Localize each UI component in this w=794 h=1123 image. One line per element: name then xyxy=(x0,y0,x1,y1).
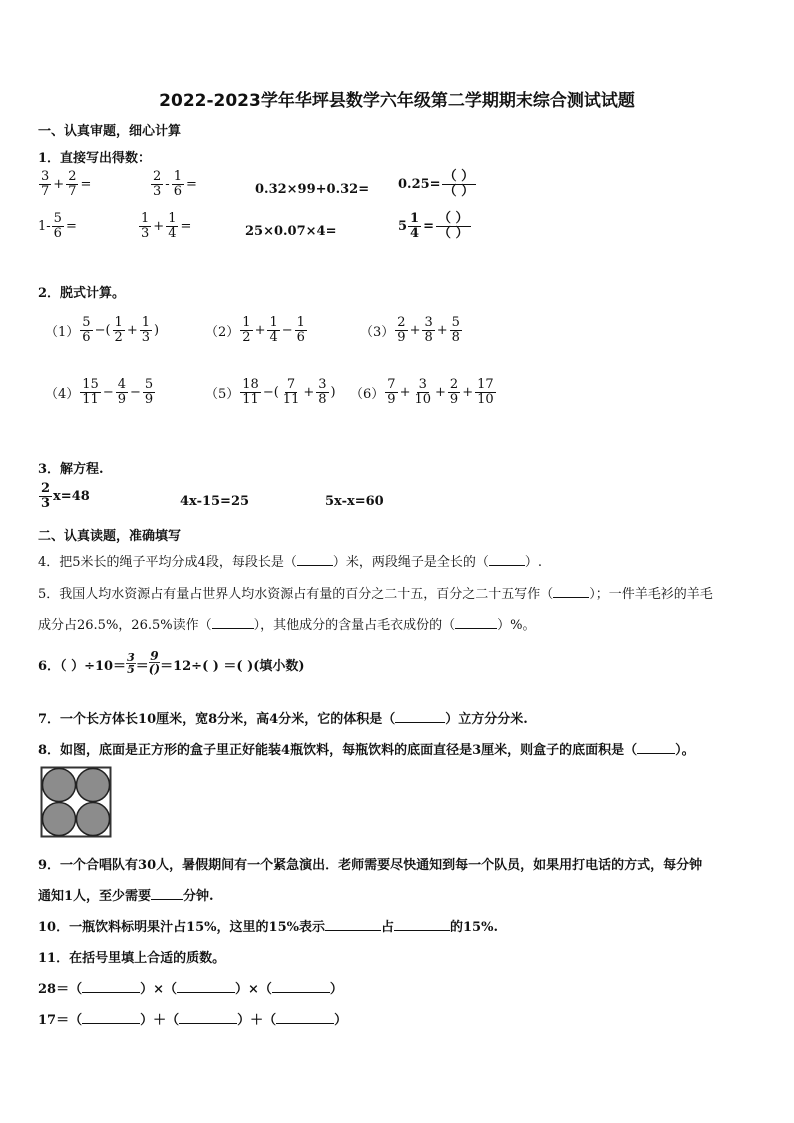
q8: 8．如图，底面是正方形的盒子里正好能装4瓶饮料，每瓶饮料的底面直径是3厘米，则盒子的底面积是（ ）。 xyxy=(38,743,695,758)
q4: 4．把5米长的绳子平均分成4段，每段长是（ ）米，两段绳子是全长的（ ）. xyxy=(38,555,542,570)
q1-r1-c: 0.32×99+0.32= xyxy=(255,182,370,197)
q8-four-bottles-figure xyxy=(40,766,112,838)
q10: 10．一瓶饮料标明果汁占15%，这里的15%表示 占 的15%. xyxy=(38,920,498,935)
q11-row2: 17＝（ ）＋（ ）＋（ ） xyxy=(38,1013,348,1028)
q6: 6．（ ）÷10＝ $\frac{3}{5}$ ＝ $\frac{9}{()}$ ＝12÷( ) ＝( )(填小数) xyxy=(38,649,305,676)
q1-r2-a: 1- $\frac{5}{6}$ = xyxy=(38,211,77,241)
q1-r2-c: 25×0.07×4= xyxy=(245,224,337,239)
q1-r2-d: 5 $\frac{1}{4}$ = $\frac{( )}{( )}$ xyxy=(398,211,469,241)
q1-r2-b: $\frac{1}{3}$ + $\frac{1}{4}$ = xyxy=(141,211,192,241)
q1-r1-a: $\frac{3}{7}$ + $\frac{2}{7}$ = xyxy=(41,169,92,199)
q2-p2: （2） $\frac{1}{2}$ + $\frac{1}{4}$ − $\frac{1}{6}$ xyxy=(205,315,305,345)
q9-line2: 通知1人，至少需要 分钟. xyxy=(38,889,214,904)
q9-line1: 9．一个合唱队有30人，暑假期间有一个紧急演出．老师需要尽快通知到每一个队员，如果用打电话的方式，每分钟 xyxy=(38,858,703,873)
q3-label: 3．解方程. xyxy=(38,462,104,477)
q7: 7．一个长方体长10厘米，宽8分米，高4分米，它的体积是（ ）立方分分米. xyxy=(38,712,528,727)
section-2-heading: 二、认真读题，准确填写 xyxy=(38,529,182,544)
q11-row1: 28＝（ ）×（ ）×（ ） xyxy=(38,982,343,997)
q3-eq1: $\frac{2}{3}$ x=48 xyxy=(41,481,90,511)
q3-eq2: 4x-15=25 xyxy=(180,494,250,509)
q1-label: 1．直接写出得数： xyxy=(38,151,152,166)
q2-p6: （6） $\frac{7}{9}$ + $\frac{3}{10}$ + $\frac{2}{9}$ + $\frac{17}{10}$ xyxy=(350,377,494,407)
q5-line1: 5．我国人均水资源占有量占世界人均水资源占有量的百分之二十五，百分之二十五写作（ ）；一件羊毛衫的羊毛 xyxy=(38,587,713,602)
q1-r1-b: $\frac{2}{3}$ - $\frac{1}{6}$ = xyxy=(153,169,197,199)
q2-p5: （5） $\frac{18}{11}$ −( $\frac{7}{11}$ + $\frac{3}{8}$ ) xyxy=(205,377,336,407)
q3-eq3: 5x-x=60 xyxy=(325,494,384,509)
q2-label: 2．脱式计算。 xyxy=(38,286,126,301)
page-title: 2022-2023学年华坪县数学六年级第二学期期末综合测试试题 xyxy=(159,91,635,111)
q2-p3: （3） $\frac{2}{9}$ + $\frac{3}{8}$ + $\frac{5}{8}$ xyxy=(360,315,460,345)
q11-label: 11．在括号里填上合适的质数。 xyxy=(38,951,226,966)
q2-p1: （1） $\frac{5}{6}$ −( $\frac{1}{2}$ + $\frac{1}{3}$ ) xyxy=(45,315,160,345)
q2-p4: （4） $\frac{15}{11}$ − $\frac{4}{9}$ − $\frac{5}{9}$ xyxy=(45,377,154,407)
q5-line2: 成分占26.5%，26.5%读作（ ），其他成分的含量占毛衣成份的（ ）%。 xyxy=(38,618,536,633)
q1-r1-d: 0.25= $\frac{( )}{( )}$ xyxy=(398,169,475,199)
section-1-heading: 一、认真审题，细心计算 xyxy=(38,124,182,139)
